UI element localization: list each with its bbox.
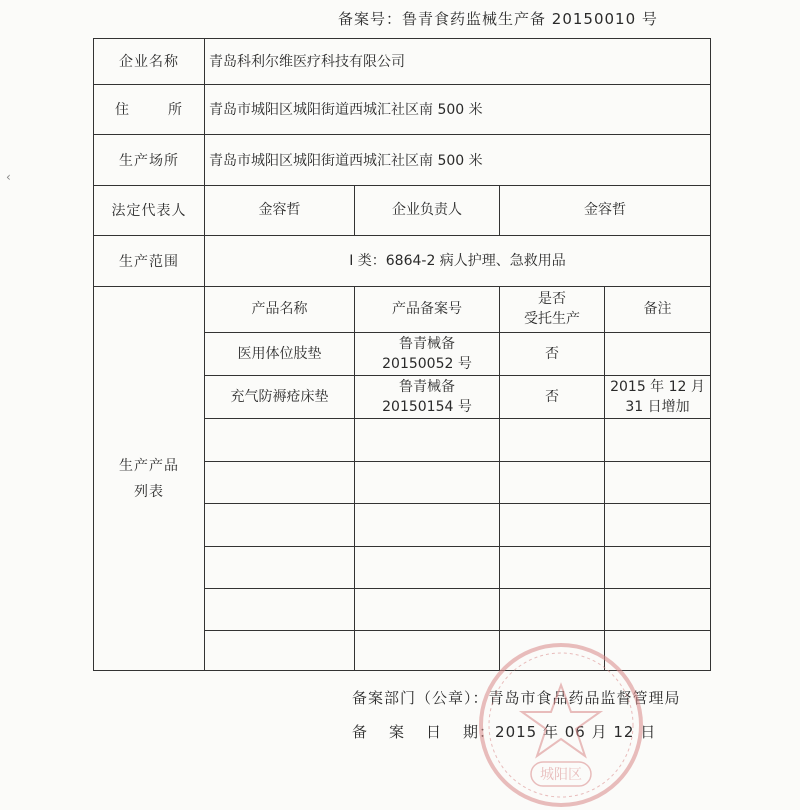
production-site-value: 青岛市城阳区城阳街道西城汇社区南 500 米 (205, 135, 711, 186)
production-scope-label: 生产范围 (94, 236, 205, 287)
header-entrusted-line2: 受托生产 (524, 311, 580, 328)
scan-margin-mark: ‹ (6, 170, 11, 184)
product-record-number (355, 333, 500, 375)
address-value: 青岛市城阳区城阳街道西城汇社区南 500 米 (205, 84, 711, 135)
product-name: 充气防褥疮床垫 (205, 375, 355, 418)
filing-date-label: 备案日期： (352, 723, 496, 741)
company-name-value: 青岛科利尔维医疗科技有限公司 (205, 39, 711, 85)
product-entrusted: 否 (500, 375, 605, 418)
production-site-label: 生产场所 (94, 135, 205, 186)
row-production-scope (94, 236, 711, 287)
company-name-label: 企业名称 (94, 39, 205, 85)
product-record-number (355, 375, 500, 418)
seal-center-text: 城阳区 (540, 767, 582, 783)
filing-date-value: 2015 年 06 月 12 日 (495, 723, 657, 741)
principal-label: 企业负责人 (355, 185, 500, 236)
product-entrusted: 否 (500, 333, 605, 375)
record-number-line2: 20150052 号 (382, 355, 472, 372)
row-production-site (94, 135, 711, 186)
record-number-line1: 鲁青械备 (399, 335, 455, 352)
header-entrusted-line1: 是否 (538, 291, 566, 308)
legal-rep-value: 金容哲 (205, 185, 355, 236)
product-remark (605, 333, 711, 375)
remark-line1: 2015 年 12 月 (610, 378, 705, 395)
registration-number: 备案号：鲁青食药监械生产备 20150010 号 (338, 10, 658, 28)
product-list-label (94, 286, 205, 670)
address-label: 住 所 (94, 84, 205, 135)
remark-line2: 31 日增加 (625, 398, 690, 415)
product-list-label-line2: 列表 (134, 484, 164, 501)
product-name: 医用体位肢垫 (205, 333, 355, 375)
legal-rep-label: 法定代表人 (94, 185, 205, 236)
product-list-label-line1: 生产产品 (119, 458, 179, 475)
record-form-table (93, 38, 711, 671)
filing-department (352, 687, 681, 708)
product-table-header (94, 286, 711, 333)
record-number-line1: 鲁青械备 (399, 378, 455, 395)
product-remark (605, 375, 711, 418)
header-remark: 备注 (605, 286, 711, 333)
row-company-name (94, 39, 711, 85)
record-number-line2: 20150154 号 (382, 398, 472, 415)
filing-department-value: 青岛市食品药品监督管理局 (488, 689, 681, 707)
row-address (94, 84, 711, 135)
principal-value: 金容哲 (500, 185, 711, 236)
production-scope-value: I 类：6864-2 病人护理、急救用品 (205, 236, 711, 287)
filing-department-label: 备案部门（公章）： (352, 689, 489, 707)
header-entrusted (500, 286, 605, 333)
header-record-number: 产品备案号 (355, 286, 500, 333)
filing-date (352, 721, 656, 742)
row-representatives (94, 185, 711, 236)
header-product-name: 产品名称 (205, 286, 355, 333)
